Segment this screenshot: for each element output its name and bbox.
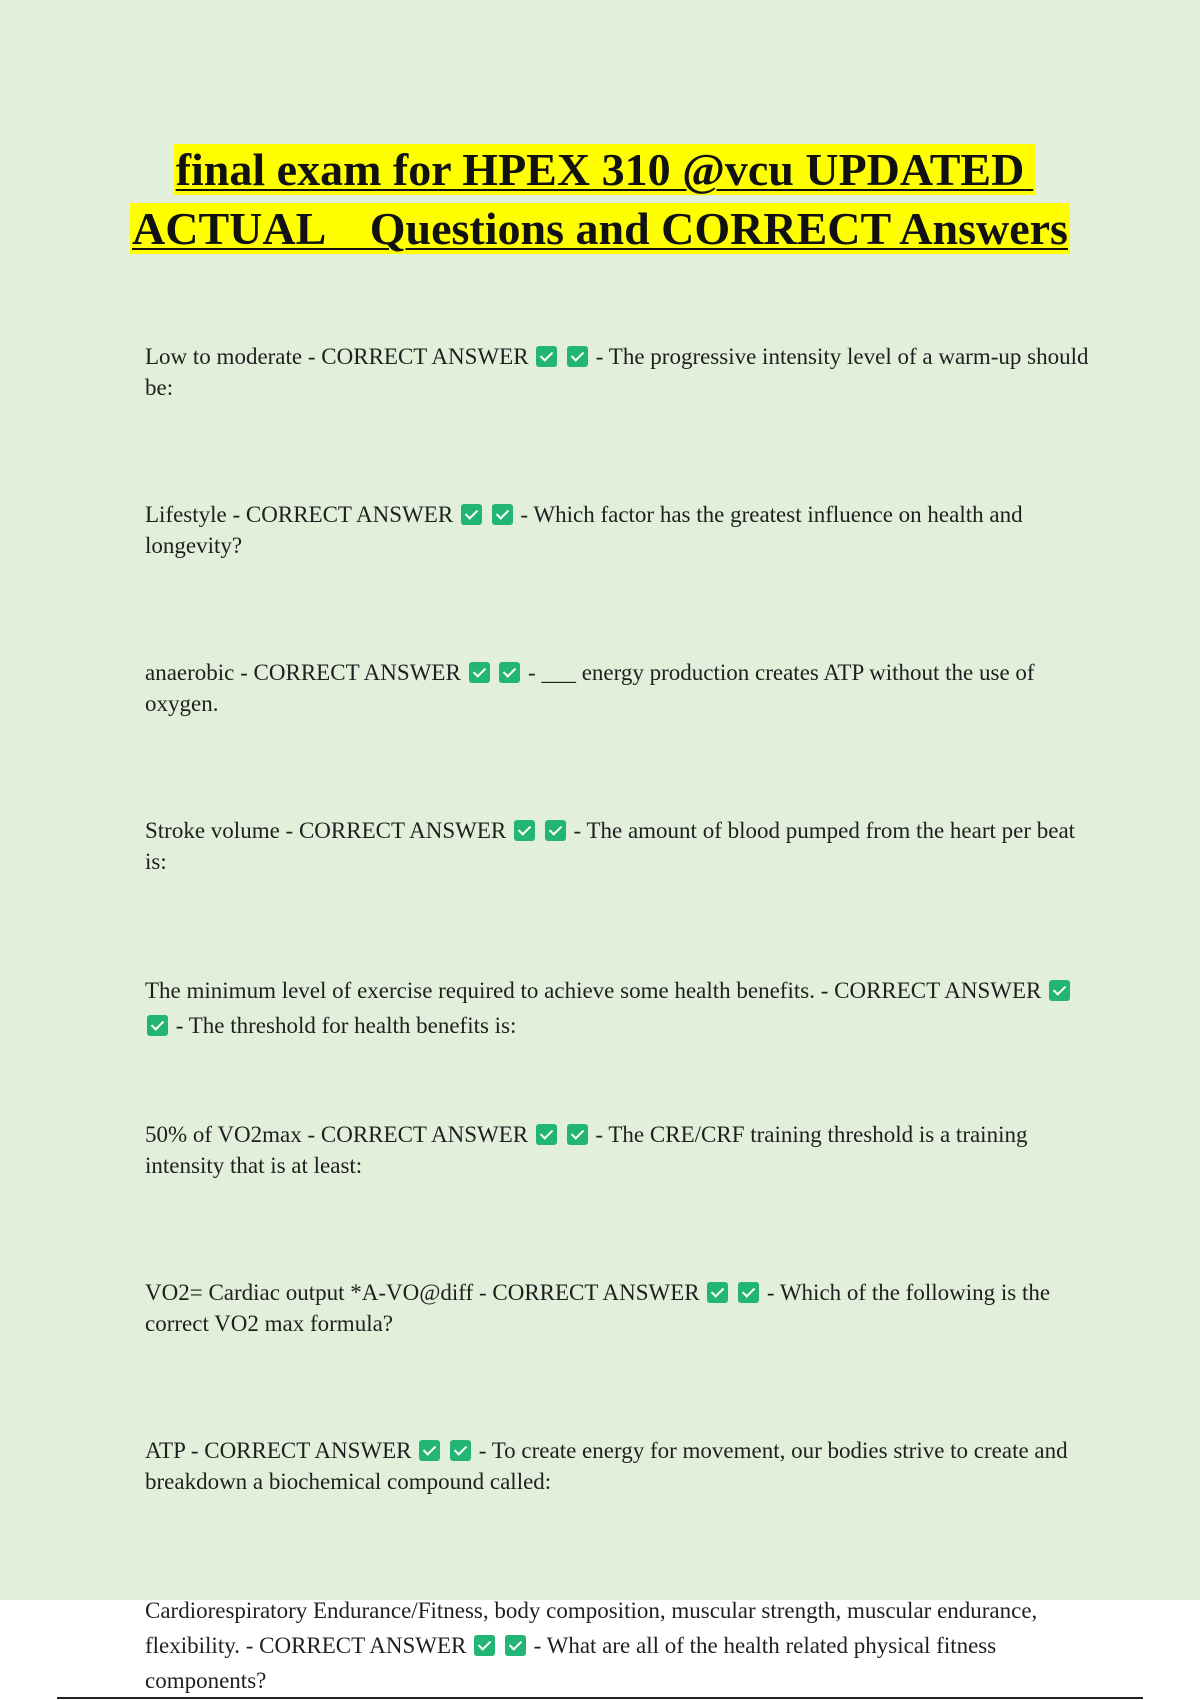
question-text: - ___ energy production creates ATP without the use of oxygen. [145, 660, 1035, 716]
document-title-highlight: final exam for HPEX 310 @vcu UPDATED ACTUAL Questions and CORRECT Answers [132, 144, 1068, 254]
question-text: - Which of the following is the correct VO2 max formula? [145, 1280, 1051, 1336]
question-text: - The threshold for health benefits is: [175, 1013, 517, 1038]
check-mark-icon [536, 346, 557, 367]
question-text: - The CRE/CRF training threshold is a training intensity that is at least: [145, 1122, 1028, 1178]
question-text: - The amount of blood pumped from the heart per beat is: [145, 818, 1076, 874]
check-mark-icon [514, 820, 535, 841]
answer-text: ATP [145, 1438, 186, 1463]
question-text: - To create energy for movement, our bodies strive to create and breakdown a biochemical compound called: [145, 1438, 1068, 1494]
check-mark-icon [450, 1440, 471, 1461]
answer-text: The minimum level of exercise required to achieve some health benefits. [145, 978, 815, 1003]
check-mark-icon [499, 662, 520, 683]
correct-answer-label: - CORRECT ANSWER [302, 344, 529, 369]
qa-item [145, 1593, 1095, 1698]
qa-item [145, 1277, 1095, 1339]
check-mark-icon [567, 346, 588, 367]
correct-answer-label: - CORRECT ANSWER [814, 978, 1042, 1003]
correct-answer-label: - CORRECT ANSWER [239, 1633, 467, 1658]
qa-item [145, 815, 1095, 877]
check-mark-icon [505, 1635, 526, 1656]
answer-text: anaerobic [145, 660, 235, 685]
qa-list [145, 341, 1095, 1698]
qa-item [145, 1119, 1095, 1181]
check-mark-icon [474, 1635, 495, 1656]
check-mark-icon [469, 662, 490, 683]
check-mark-icon [461, 504, 482, 525]
correct-answer-label: - CORRECT ANSWER [473, 1280, 700, 1305]
qa-item [145, 499, 1095, 561]
answer-text: Low to moderate [145, 344, 303, 369]
question-text: - What are all of the health related physical fitness components? [145, 1633, 997, 1693]
check-mark-icon [492, 504, 513, 525]
answer-text: 50% of VO2max [145, 1122, 302, 1147]
check-mark-icon [419, 1440, 440, 1461]
check-mark-icon [1049, 980, 1070, 1001]
check-mark-icon [147, 1015, 168, 1036]
correct-answer-label: - CORRECT ANSWER [301, 1122, 529, 1147]
footer-rule [57, 1697, 1143, 1699]
qa-item [145, 657, 1095, 719]
correct-answer-label: - CORRECT ANSWER [234, 660, 461, 685]
answer-text: Lifestyle [145, 502, 227, 527]
answer-text: Stroke volume [145, 818, 280, 843]
document-title [120, 140, 1080, 258]
check-mark-icon [567, 1124, 588, 1145]
question-text: - The progressive intensity level of a warm-up should be: [145, 344, 1089, 400]
correct-answer-label: - CORRECT ANSWER [185, 1438, 412, 1463]
answer-text: Cardiorespiratory Endurance/Fitness, body composition, muscular strength, muscular endurance, flexibility. [145, 1598, 1038, 1658]
title-block [0, 140, 1200, 258]
correct-answer-label: - CORRECT ANSWER [226, 502, 454, 527]
check-mark-icon [738, 1282, 759, 1303]
answer-text: VO2= Cardiac output *A-VO@diff [145, 1280, 474, 1305]
qa-item [145, 341, 1095, 403]
correct-answer-label: - CORRECT ANSWER [279, 818, 507, 843]
check-mark-icon [536, 1124, 557, 1145]
qa-item [145, 973, 1095, 1043]
check-mark-icon [707, 1282, 728, 1303]
check-mark-icon [545, 820, 566, 841]
qa-item [145, 1435, 1095, 1497]
question-text: - Which factor has the greatest influence on health and longevity? [145, 502, 1023, 558]
